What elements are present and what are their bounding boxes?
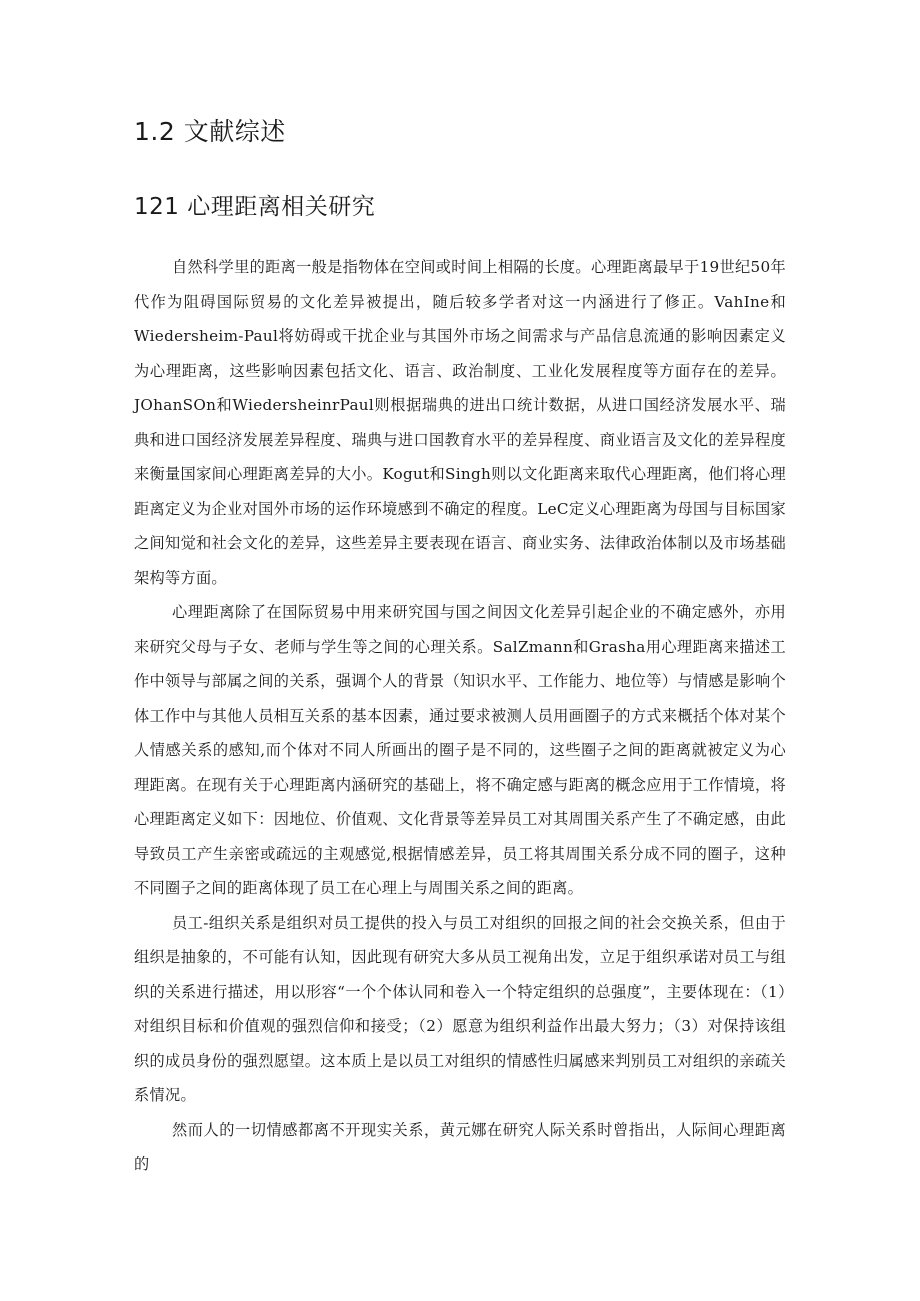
section-heading: 1.2 文献综述 — [134, 117, 286, 146]
paragraph-4: 然而人的一切情感都离不开现实关系，黄元娜在研究人际关系时曾指出，人际间心理距离的 — [134, 1120, 786, 1173]
paragraph-1: 自然科学里的距离一般是指物体在空间或时间上相隔的长度。心理距离最早于19世纪50年代作为阻碍国际贸易的文化差异被提出，随后较多学者对这一内涵进行了修正。VahIne和Wiedersheim-Paul将妨碍或干扰企业与其国外市场之间需求与产品信息流通的影响因素定义为心理距离，这些影响因素包括文化、语言、政治制度、工业化发展程度等方面存在的差异。JOhanSOn和WiedersheinrPaul则根据瑞典的进出口统计数据，从进口国经济发展水平、瑞典和进口国经济发展差异程度、瑞典与进口国教育水平的差异程度、商业语言及文化的差异程度来衡量国家间心理距离差异的大小。Kogut和Singh则以文化距离来取代心理距离，他们将心理距离定义为企业对国外市场的运作环境感到不确定的程度。LeC定义心理距离为母国与目标国家之间知觉和社会文化的差异，这些差异主要表现在语言、商业实务、法律政治体制以及市场基础架构等方面。 — [134, 258, 786, 587]
body-text — [134, 250, 786, 1182]
paragraph-3: 员工-组织关系是组织对员工提供的投入与员工对组织的回报之间的社会交换关系，但由于组织是抽象的，不可能有认知，因此现有研究大多从员工视角出发，立足于组织承诺对员工与组织的关系进行描述，用以形容“一个个体认同和卷入一个特定组织的总强度”，主要体现在：（1）对组织目标和价值观的强烈信仰和接受；（2）愿意为组织利益作出最大努力；（3）对保持该组织的成员身份的强烈愿望。这本质上是以员工对组织的情感性归属感来判别员工对组织的亲疏关系情况。 — [134, 913, 786, 1104]
subsection-heading: 121 心理距离相关研究 — [134, 194, 376, 220]
paragraph-2: 心理距离除了在国际贸易中用来研究国与国之间因文化差异引起企业的不确定感外，亦用来研究父母与子女、老师与学生等之间的心理关系。SalZmann和Grasha用心理距离来描述工作中领导与部属之间的关系，强调个人的背景（知识水平、工作能力、地位等）与情感是影响个体工作中与其他人员相互关系的基本因素，通过要求被测人员用画圈子的方式来概括个体对某个人情感关系的感知,而个体对不同人所画出的圈子是不同的，这些圈子之间的距离就被定义为心理距离。在现有关于心理距离内涵研究的基础上，将不确定感与距离的概念应用于工作情境，将心理距离定义如下：因地位、价值观、文化背景等差异员工对其周围关系产生了不确定感，由此导致员工产生亲密或疏远的主观感觉,根据情感差异，员工将其周围关系分成不同的圈子，这种不同圈子之间的距离体现了员工在心理上与周围关系之间的距离。 — [134, 603, 786, 897]
